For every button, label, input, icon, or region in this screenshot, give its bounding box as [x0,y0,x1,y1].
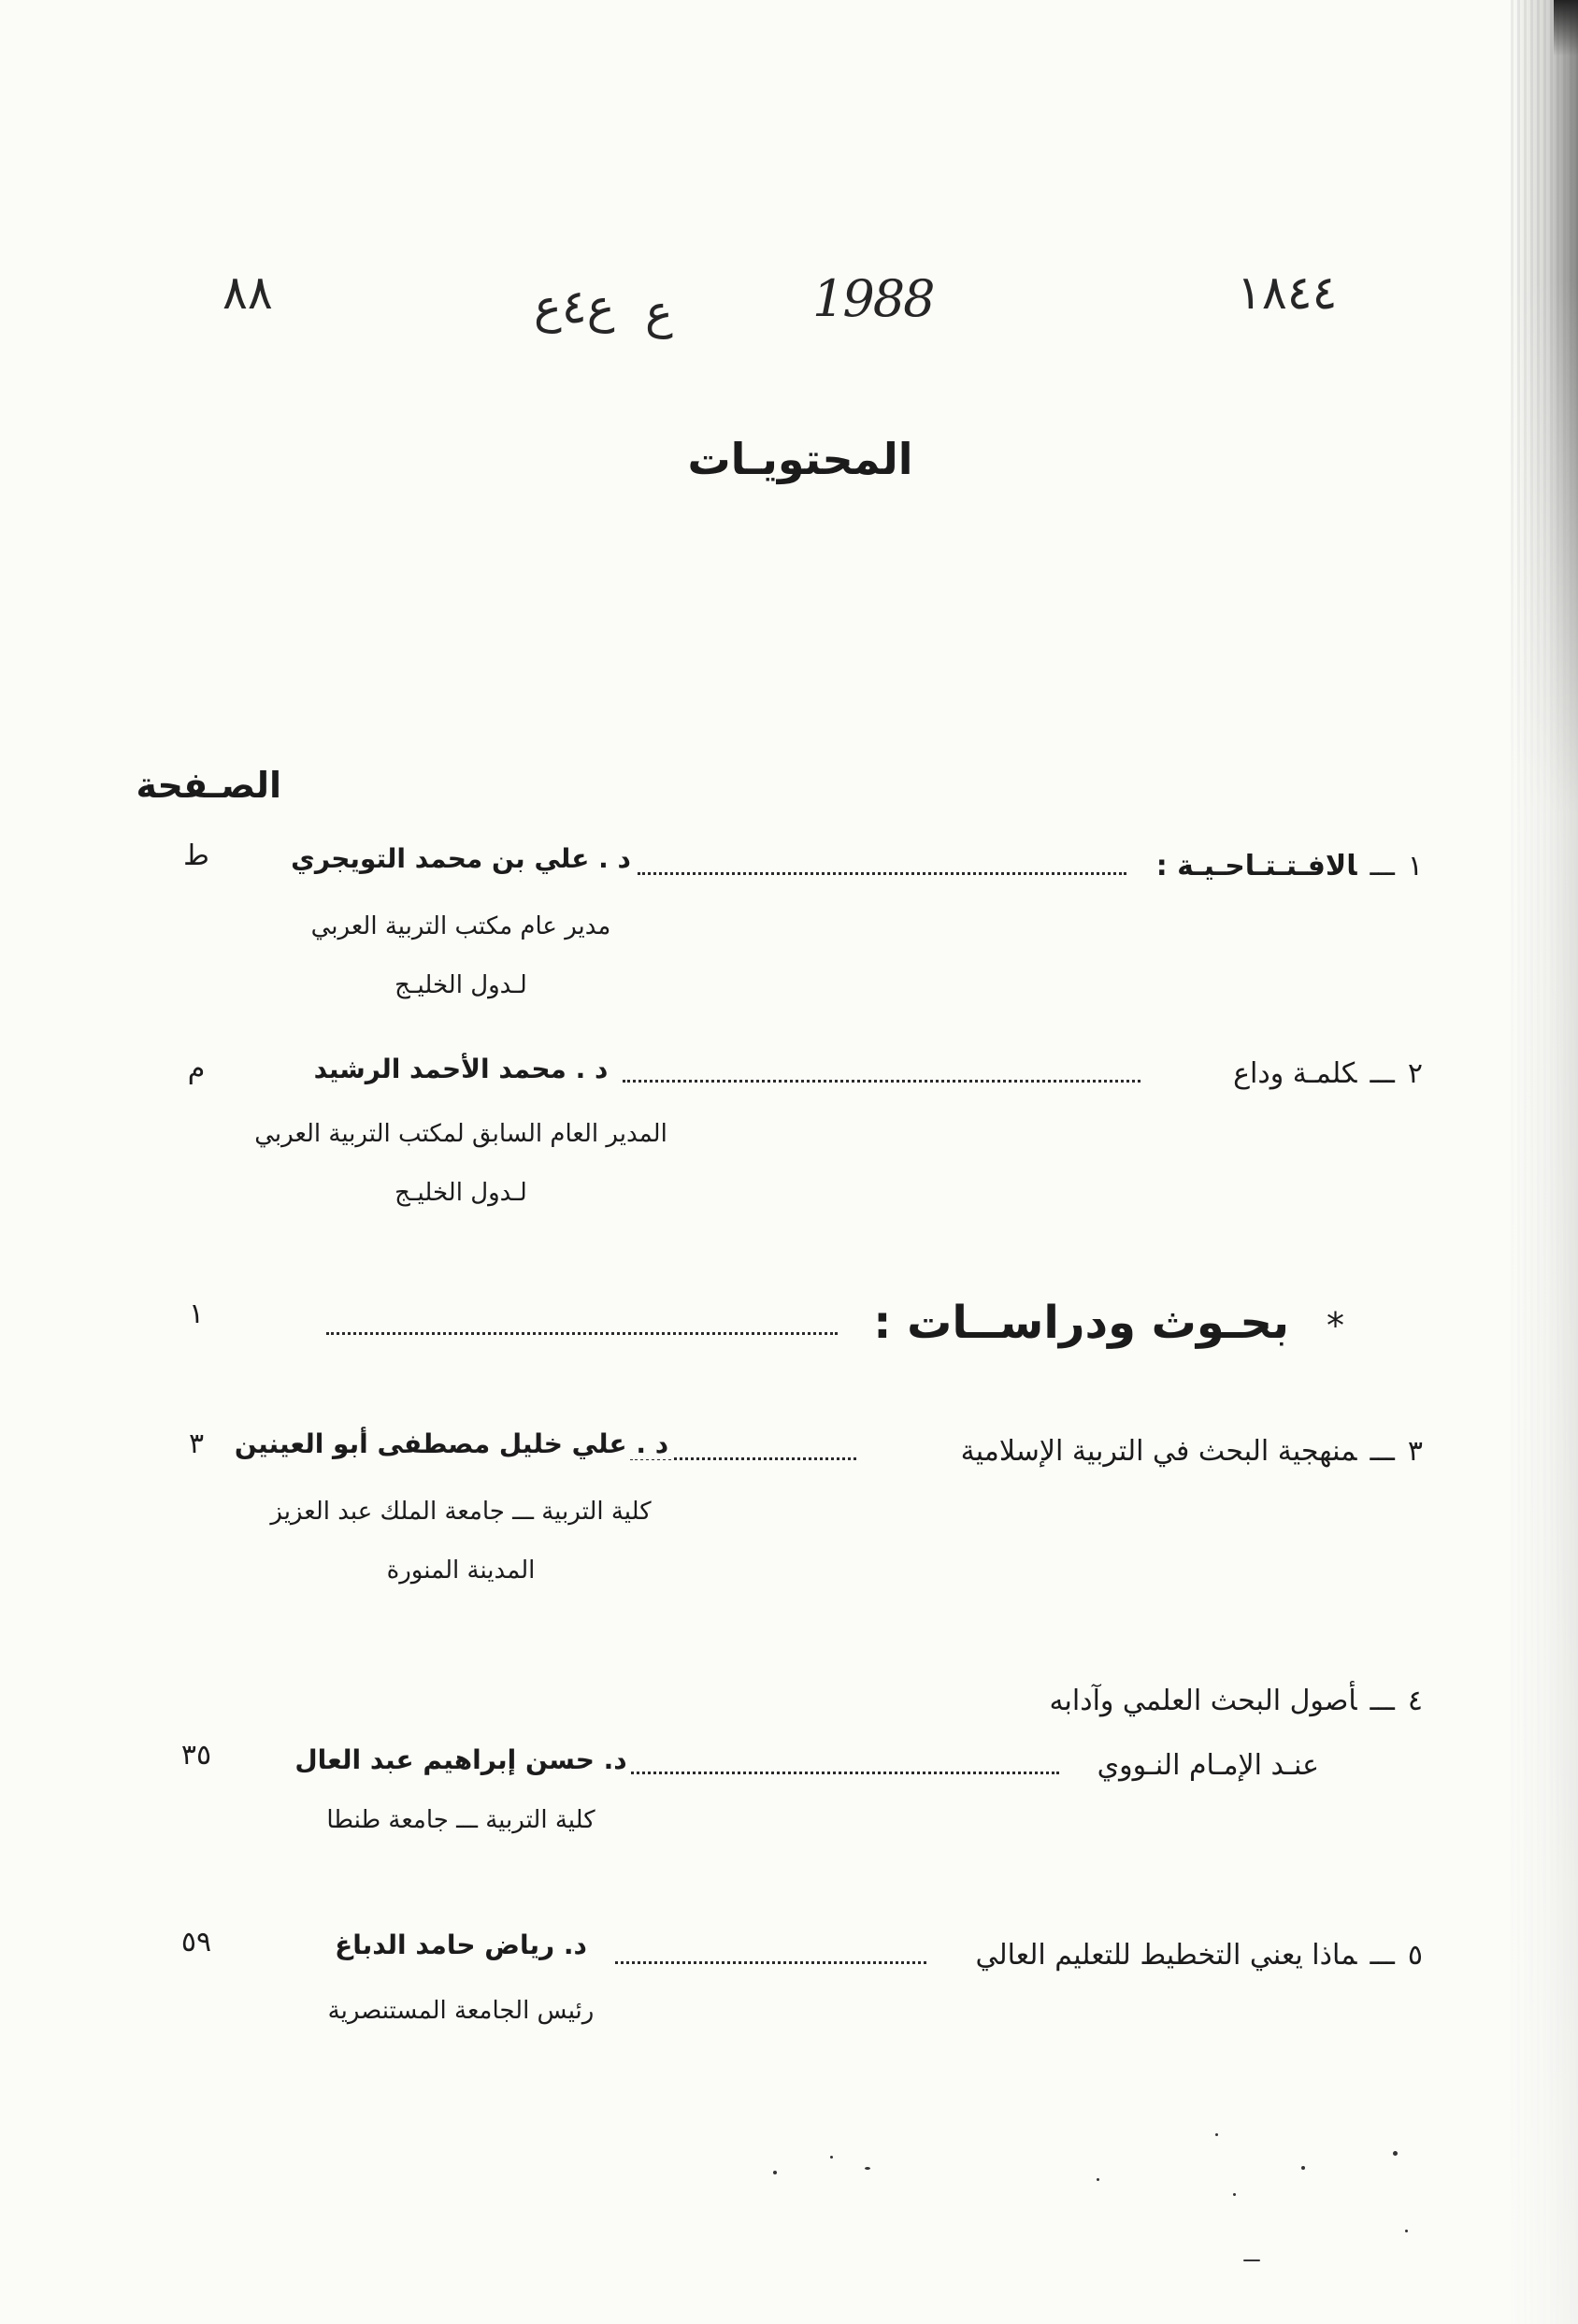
toc-entry-4-affiliation-1: كلية التربية ـــ جامعة طنطا [326,1806,595,1834]
toc-entry-1-author [180,840,741,878]
toc-entry-3-page: ٣ [188,1427,205,1460]
section-title: بحـوث ودراســات : [873,1297,1289,1349]
scan-speck [1233,2193,1236,2196]
entry-title: الافـتـتـاحـيـة : [1155,850,1357,882]
toc-entry-3-affiliation-2: المدينة المنورة [386,1557,536,1585]
scan-speck [1405,2230,1408,2232]
author-name: د. حسن إبراهيم عبد العال [291,1744,630,1775]
handwritten-year: 1988 [812,269,934,328]
handwritten-middle-letter: ع [645,285,673,339]
entry-separator: ـــ [1370,1939,1395,1972]
entry-number: ٤ [1407,1685,1423,1717]
scan-speck [1215,2133,1218,2136]
toc-entry-4-author [180,1742,741,1779]
toc-entry-1-affiliation-2: لـدول الخليـج [394,971,527,999]
toc-entry-1-page: ط [183,839,209,872]
entry-separator: ـــ [1370,1435,1395,1468]
toc-entry-2-affiliation-1: المدير العام السابق لمكتب التربية العربي [254,1120,667,1148]
page-title-text: المحتويـات [687,434,913,484]
toc-entry-3-affiliation-1: كلية التربية ـــ جامعة الملك عبد العزيز [270,1498,652,1526]
handwritten-left-code: ٨٨ [222,265,273,320]
scan-speck [865,2167,870,2170]
scan-speck [1097,2178,1099,2181]
toc-entry-5-label [968,1937,1423,1974]
section-page: ١ [188,1298,205,1330]
toc-entry-4-label [1041,1683,1423,1720]
page-title [520,429,1081,489]
entry-title: ماذا يعني التخطيط للتعليم العالي [975,1939,1357,1972]
scan-speck [773,2171,777,2174]
entry-number: ٣ [1407,1435,1423,1468]
toc-entry-5-author [180,1927,741,1964]
toc-entry-5-page: ٥٩ [180,1926,212,1958]
scan-edge-shadow [1511,0,1578,2324]
dot-leader [326,1325,838,1335]
scan-speck [830,2156,833,2159]
toc-entry-3-label [954,1433,1423,1470]
handwritten-middle-code: ع٤ع [534,280,615,334]
entry-number: ١ [1407,850,1423,882]
author-name: د . علي خليل مصطفى أبو العينين [231,1428,672,1459]
toc-entry-4-page: ٣٥ [180,1739,212,1772]
toc-entry-5-affiliation-1: رئيس الجامعة المستنصرية [327,1997,595,2025]
entry-separator: ـــ [1370,850,1395,882]
handwritten-right-code: ١٨٤٤ [1237,265,1338,320]
asterisk-icon: * [1327,1305,1344,1346]
entry-number: ٥ [1407,1939,1423,1972]
entry-separator: ـــ [1370,1057,1395,1090]
author-name: د . علي بن محمد التويجري [287,843,635,874]
author-name: د. رياض حامد الدباغ [331,1929,591,1960]
page-column-header: الصـفحة [136,765,281,806]
entry-title: كلمـة وداع [1233,1057,1357,1090]
section-heading [864,1292,1344,1356]
toc-entry-2-page: م [187,1053,206,1085]
entry-title: أصول البحث العلمي وآدابه [1049,1685,1357,1717]
toc-entry-3-author [171,1426,732,1463]
toc-entry-2-label [1226,1055,1423,1093]
entry-title: منهجية البحث في التربية الإسلامية [960,1435,1357,1468]
scan-corner-shadow [1554,0,1578,56]
toc-entry-2-affiliation-2: لـدول الخليـج [394,1179,527,1207]
scan-speck [1301,2166,1305,2170]
toc-entry-1-label [1149,848,1423,885]
scan-speck [1393,2151,1398,2156]
scan-speck [1243,2259,1260,2261]
entry-separator: ـــ [1370,1685,1395,1717]
toc-entry-2-author [180,1051,741,1088]
entry-number: ٢ [1407,1057,1423,1090]
toc-entry-1-affiliation-1: مدير عام مكتب التربية العربي [310,912,611,940]
toc-entry-4-label-line-2: عنـد الإمـام النـووي [1090,1747,1319,1785]
author-name: د . محمد الأحمد الرشيد [310,1054,612,1084]
